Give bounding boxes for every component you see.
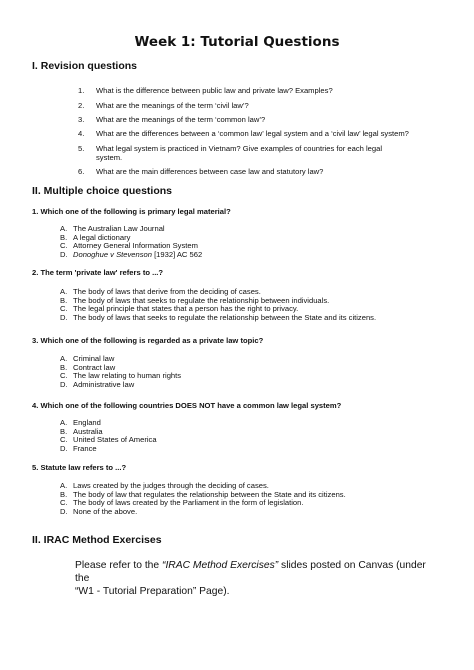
item-number: 6.: [78, 167, 85, 176]
irac-slides-title: “IRAC Method Exercises”: [162, 560, 279, 571]
item-number: 4.: [78, 129, 85, 138]
mcq-heading: II. Multiple choice questions: [32, 185, 173, 197]
item-number: 1.: [78, 86, 85, 95]
irac-heading: II. IRAC Method Exercises: [32, 534, 162, 546]
irac-line-1: Please refer to the “IRAC Method Exercises” slides posted on Canvas (under the: [75, 560, 426, 584]
page-title: Week 1: Tutorial Questions: [134, 34, 340, 50]
item-text: What are the meanings of the term ‘common law’?: [96, 115, 266, 124]
item-text: What are the meanings of the term ‘civil law’?: [96, 101, 249, 110]
item-text: What are the main differences between case law and statutory law?: [96, 167, 324, 176]
question-3: 3. Which one of the following is regarded as a private law topic?: [32, 336, 264, 345]
case-name: Donoghue v Stevenson: [73, 249, 152, 259]
item-text: What are the differences between a ‘common law’ legal system and a ‘civil law’ legal system?: [96, 129, 409, 138]
revision-heading: I. Revision questions: [32, 60, 138, 72]
item-text: What is the difference between public law and private law? Examples?: [96, 86, 333, 95]
item-number: 2.: [78, 101, 85, 110]
irac-line-2: “W1 - Tutorial Preparation” Page).: [75, 586, 230, 597]
item-text: system.: [96, 153, 123, 162]
question-4: 4. Which one of the following countries DOES NOT have a common law legal system?: [32, 401, 342, 410]
irac-instructions: [75, 559, 435, 598]
item-text: What legal system is practiced in Vietnam? Give examples of countries for each legal: [96, 144, 383, 153]
question-2: 2. The term 'private law' refers to ...?: [32, 268, 164, 277]
item-number: 5.: [78, 144, 85, 153]
question-5: 5. Statute law refers to ...?: [32, 463, 127, 472]
item-number: 3.: [78, 115, 85, 124]
question-1: 1. Which one of the following is primary legal material?: [32, 207, 231, 216]
document-page: Week 1: Tutorial Questions I. Revision questions 1. What is the difference between public law and private law? Examples? 2. What are the meanings of the term ‘civil law’? 3. What are the meanings of the term ‘common law’? 4. What are the differences between a ‘common law’ legal system and a ‘civil law’ legal system? 5. What legal system is practiced in Vietnam? Give examples of countries for each legal system. 6. What are the main differences between case law and statutory law? II. Multiple choice questions 1. Which one of the following is primary legal material? A. The Australian Law Journal B. A legal dictionary C. Attorney General Information System D. Donoghue v Stevenson [1932] AC 562 2. The term 'private law' refers to ...? A. The body of laws that derive from the deciding of cases. B. The body of laws that seeks to regulate the relationship between individuals. C. The legal principle that states that a person has the right to privacy. D. The body of laws that seeks to regulate the relationship between the State and its citizens. 3. Which one of the following is regarded as a private law topic? A. Criminal law B. Contract law C. The law relating to human rights D. Administrative law 4. Which one of the following countries DOES NOT have a common law legal system? A. England B. Australia C. United States of America D. France 5. Statute law refers to ...? A. Laws created by the judges through the deciding of cases. B. The body of law that regulates the relationship between the State and its citizens. C. The body of laws created by the Parliament in the form of legislation. D. None of the above. II. IRAC Method Exercises Please refer to the “IRAC Method Exercises” slides posted on Canvas (under the “W1 - Tutorial Preparation” Page).: [0, 0, 474, 670]
